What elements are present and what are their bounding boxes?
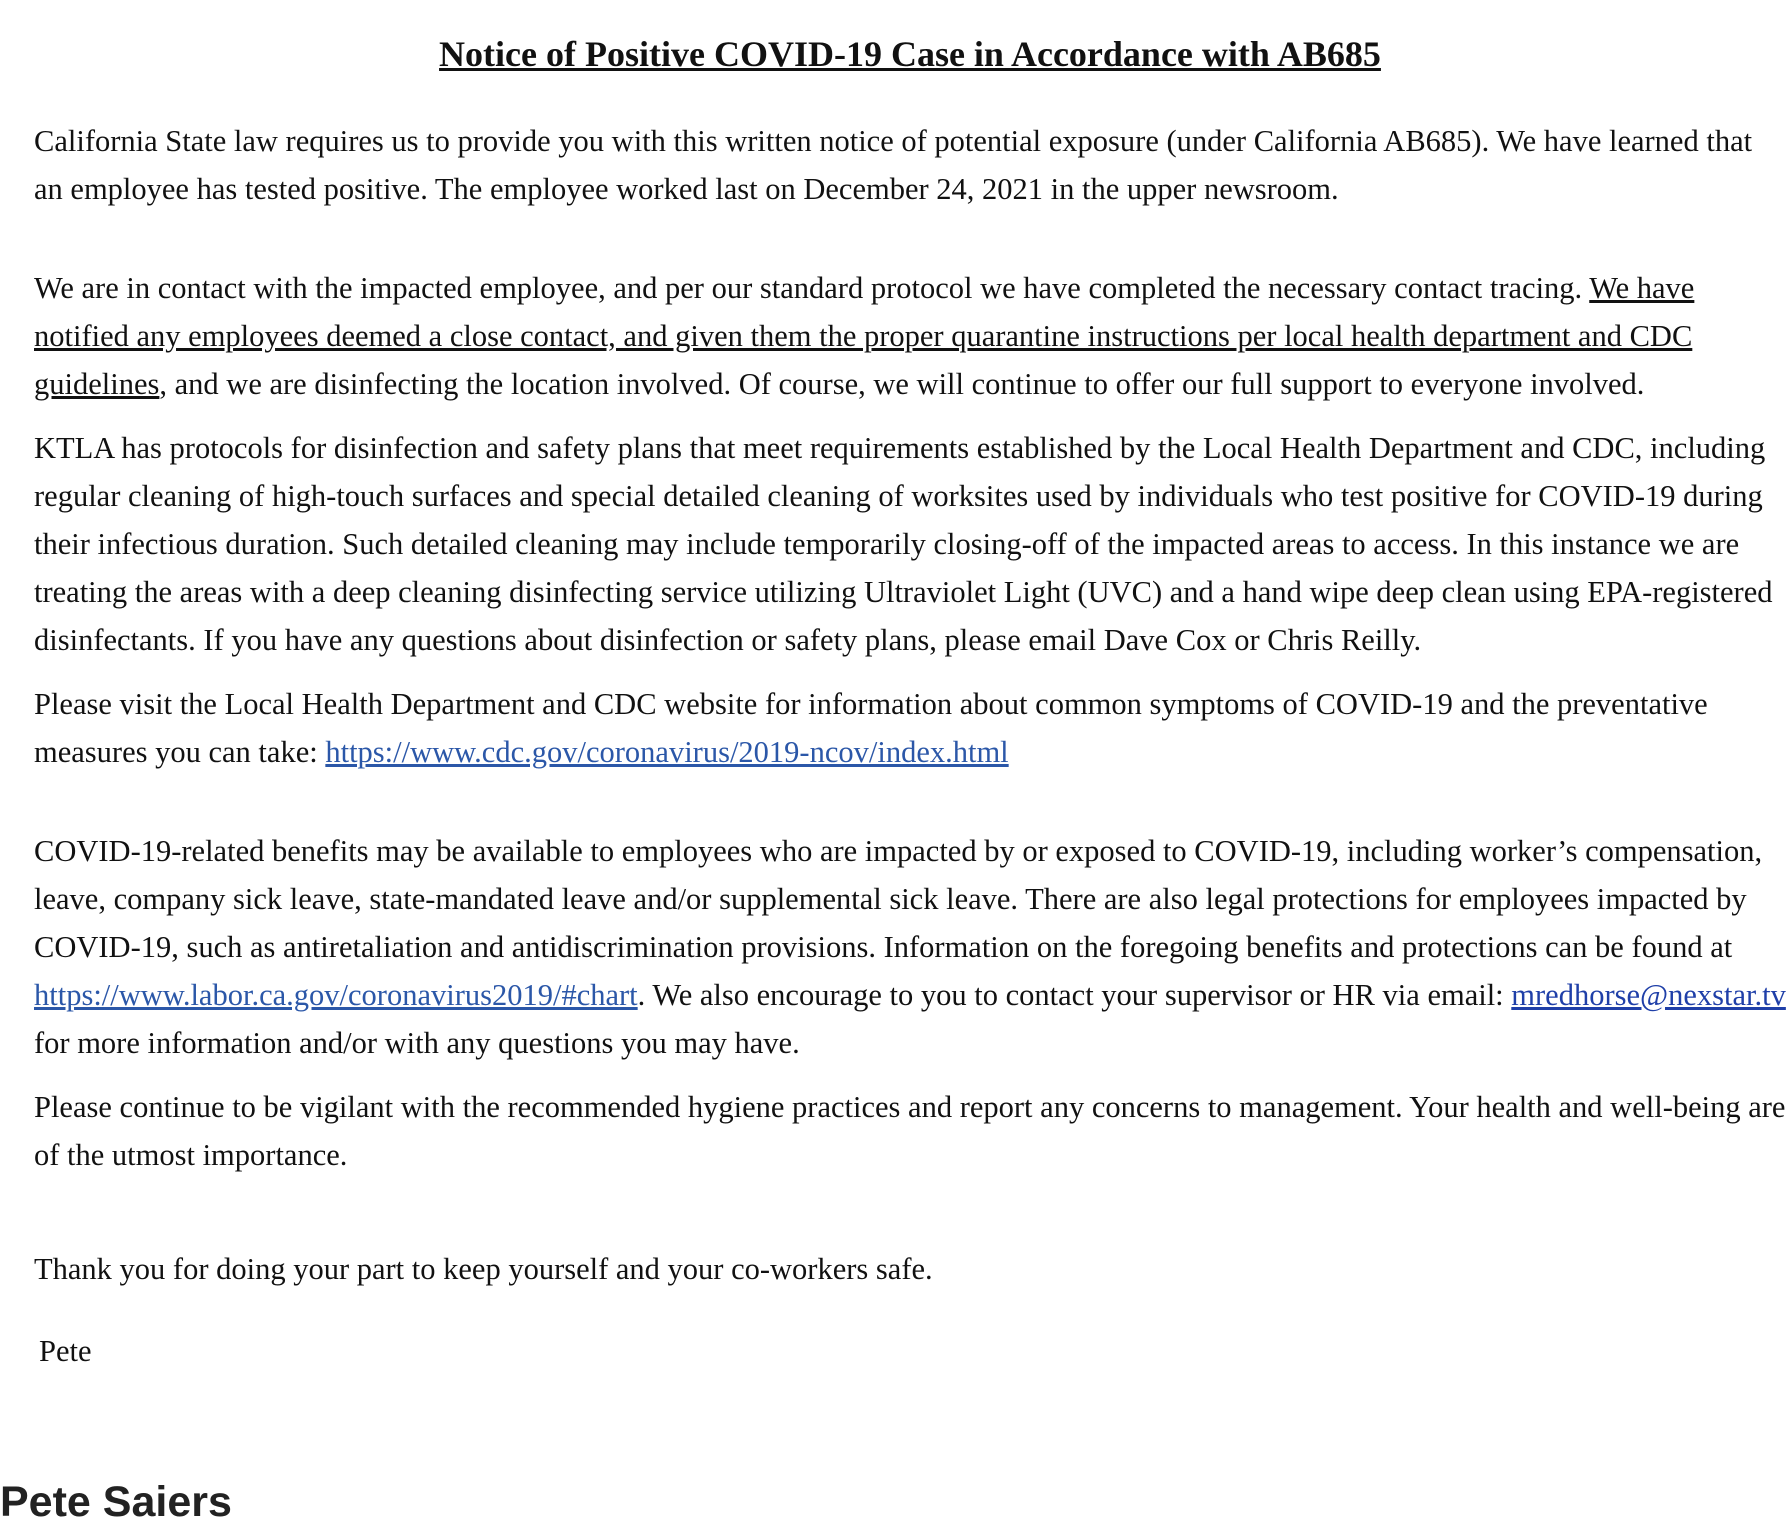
paragraph-hygiene: Please continue to be vigilant with the recommended hygiene practices and report any concerns to management. Your health and well-being are of the utmost importance. <box>34 1090 1786 1172</box>
cdc-info-text: Please visit the Local Health Department and CDC website for information about common symptoms of COVID-19 and the preventative measures you can take: <box>34 687 1708 769</box>
hr-email-link[interactable]: mredhorse@nexstar.tv <box>1511 978 1786 1012</box>
paragraph-thank-you: Thank you for doing your part to keep yourself and your co-workers safe. <box>34 1252 933 1286</box>
notice-document <box>34 0 1786 1375</box>
paragraph-disinfection-protocols: KTLA has protocols for disinfection and safety plans that meet requirements established by the Local Health Department and CDC, including regular cleaning of high-touch surfaces and special detailed cleaning of worksites used by individuals who test positive for COVID-19 during their infectious duration. Such detailed cleaning may include temporarily closing-off of the impacted areas to access. In this instance we are treating the areas with a deep cleaning disinfecting service utilizing Ultraviolet Light (UVC) and a hand wipe deep clean using EPA-registered disinfectants. If you have any questions about disinfection or safety plans, please email Dave Cox or Chris Reilly. <box>34 431 1773 657</box>
paragraph-benefits <box>34 827 1786 1067</box>
paragraph-cdc-info <box>34 680 1786 776</box>
paragraph-notice-of-exposure: California State law requires us to provide you with this written notice of potential exposure (under California AB685). We have learned that an employee has tested positive. The employee worked last on December 24, 2021 in the upper newsroom. <box>34 124 1753 206</box>
paragraph-contact-tracing <box>34 264 1786 408</box>
more-info-text: for more information and/or with any questions you may have. <box>34 1026 800 1060</box>
disinfecting-text: , and we are disinfecting the location involved. Of course, we will continue to offer our full support to everyone involved. <box>159 367 1645 401</box>
labor-website-link[interactable]: https://www.labor.ca.gov/coronavirus2019/#chart <box>34 978 638 1012</box>
signature-full-name: Pete Saiers <box>0 1478 232 1526</box>
signature-short-name: Pete <box>39 1334 92 1368</box>
contact-tracing-text: We are in contact with the impacted employee, and per our standard protocol we have completed the necessary contact tracing. <box>34 271 1590 305</box>
close-contact-notice-underlined: We have notified any employees deemed a close contact, and given them the proper quarantine instructions per local health department and CDC guidelines <box>34 271 1695 401</box>
benefits-text: COVID-19-related benefits may be available to employees who are impacted by or exposed to COVID-19, including worker’s compensation, leave, company sick leave, state-mandated leave and/or supplemental sick leave. There are also legal protections for employees impacted by COVID-19, such as antiretaliation and antidiscrimination provisions. Information on the foregoing benefits and protections can be found at <box>34 834 1763 964</box>
notice-title: Notice of Positive COVID-19 Case in Accordance with AB685 <box>439 34 1381 74</box>
contact-hr-text: . We also encourage to you to contact your supervisor or HR via email: <box>637 978 1512 1012</box>
cdc-website-link[interactable]: https://www.cdc.gov/coronavirus/2019-ncov/index.html <box>325 735 1009 769</box>
